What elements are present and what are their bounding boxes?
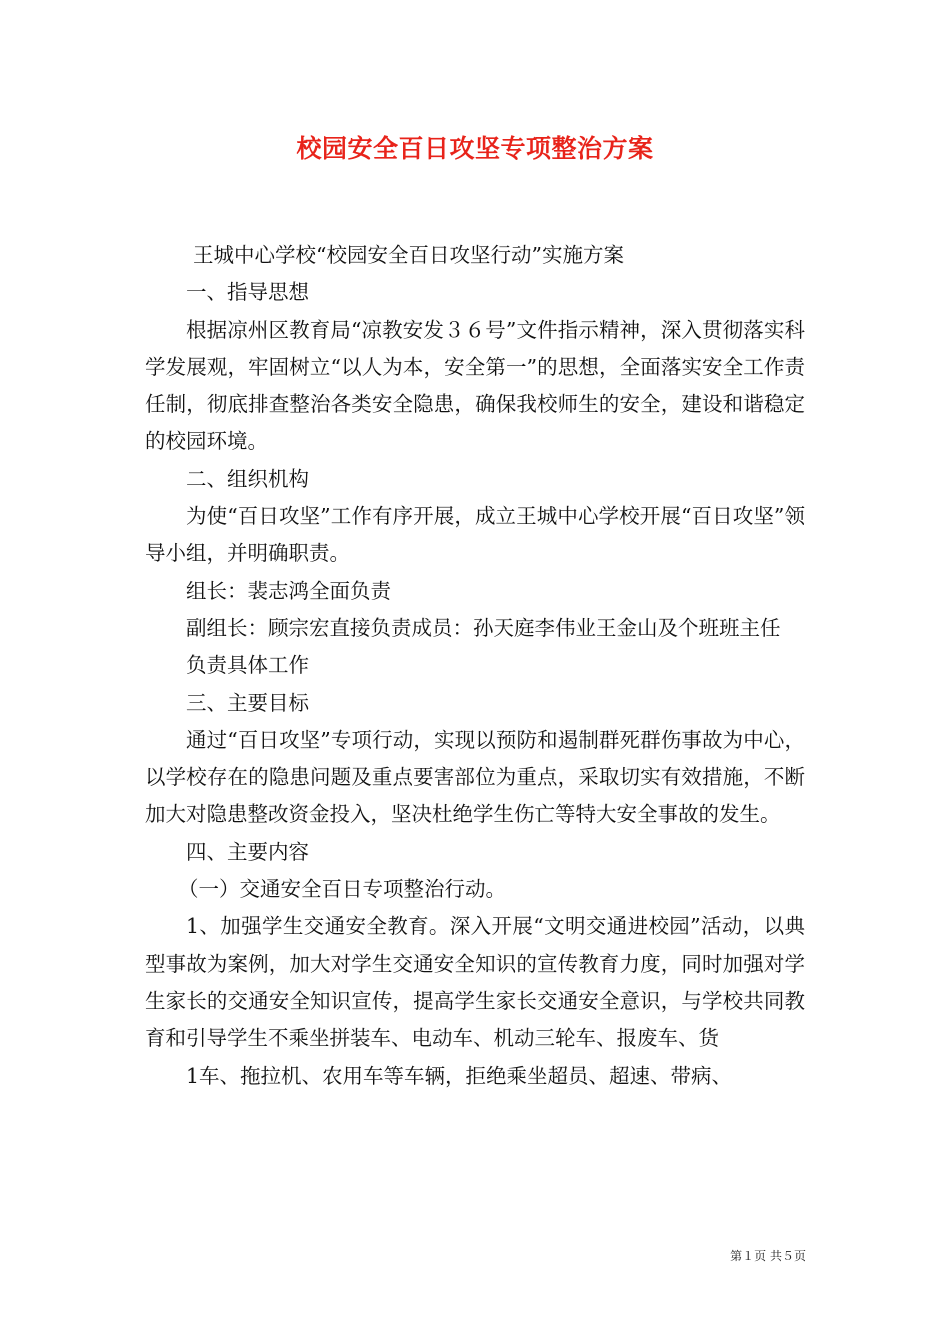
section-heading: 四、主要内容 (186, 839, 309, 864)
section-heading: 三、主要目标 (186, 690, 309, 715)
paragraph: 1车、拖拉机、农用车等车辆，拒绝乘坐超员、超速、带病、 (186, 1063, 733, 1088)
paragraph: 负责具体工作 (186, 653, 309, 678)
document-subtitle: 王城中心学校“校园安全百日攻坚行动”实施方案 (193, 243, 624, 267)
paragraph: 副组长：顾宗宏直接负责成员：孙天庭李伟业王金山及个班班主任 (186, 615, 781, 640)
page-number: 第１页 共５页 (730, 1249, 806, 1263)
paragraph: 1、加强学生交通安全教育。深入开展“文明交通进校园”活动，以典型事故为案例，加大对学生交通安全知识的宣传教育力度，同时加强对学生家长的交通安全知识宣传，提高学生家长交通安全意识，与学校共同教育和引导学生不乘坐拼装车、电动车、机动三轮车、报废车、货 (145, 914, 805, 1051)
paragraph: 通过“百日攻坚”专项行动，实现以预防和遏制群死群伤事故为中心，以学校存在的隐患问题及重点要害部位为重点，采取切实有效措施，不断加大对隐患整改资金投入，坚决杜绝学生伤亡等特大安全事故的发生。 (145, 727, 805, 827)
subsection-heading: （一）交通安全百日专项整治行动。 (178, 877, 506, 902)
page-title: 校园安全百日攻坚专项整治方案 (296, 134, 654, 163)
paragraph: 为使“百日攻坚”工作有序开展，成立王城中心学校开展“百日攻坚”领导小组，并明确职责。 (145, 504, 805, 566)
document-body (145, 237, 805, 1095)
paragraph: 组长：裴志鸿全面负责 (186, 578, 391, 603)
section-heading: 二、组织机构 (186, 466, 309, 491)
paragraph: 根据凉州区教育局“凉教安发３６号”文件指示精神，深入贯彻落实科学发展观，牢固树立“以人为本，安全第一”的思想，全面落实安全工作责任制，彻底排查整治各类安全隐患，确保我校师生的安全，建设和谐稳定的校园环境。 (145, 317, 805, 454)
section-heading: 一、指导思想 (186, 280, 309, 305)
